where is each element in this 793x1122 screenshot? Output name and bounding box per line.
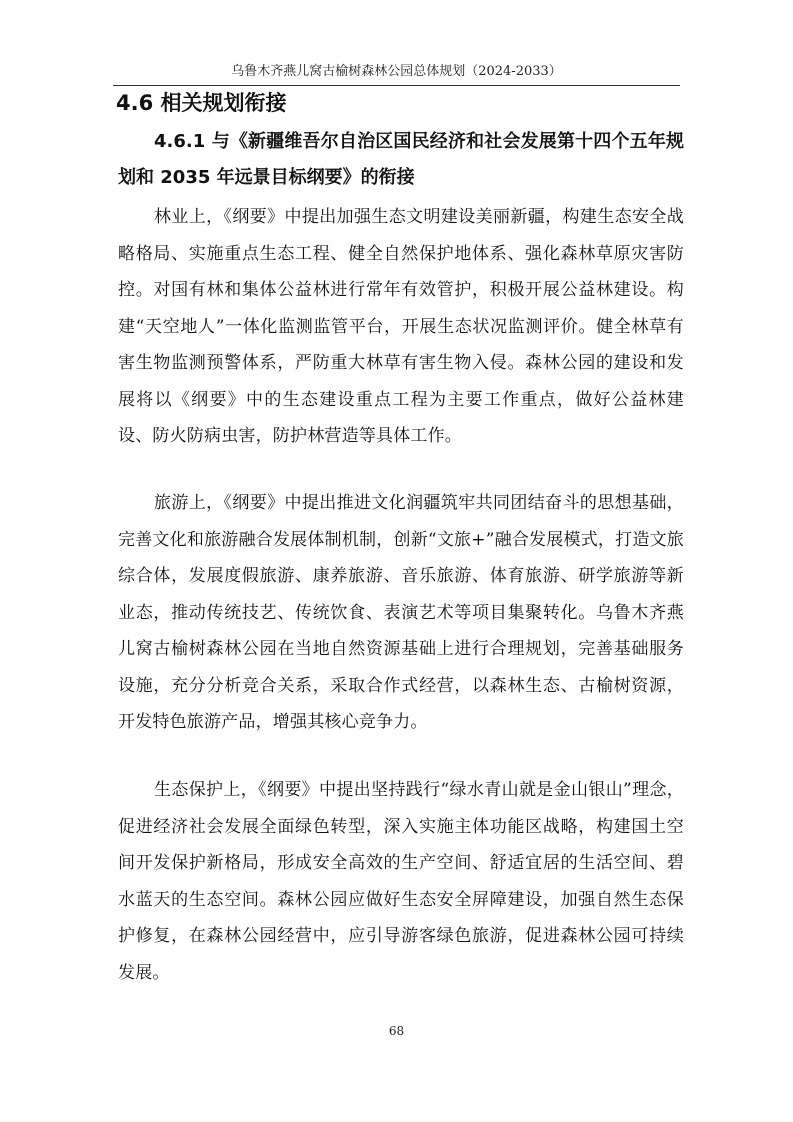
subsection-heading: 4.6.1 与《新疆维吾尔自治区国民经济和社会发展第十四个五年规划和 2035 年远景目标纲要》的衔接 bbox=[118, 131, 684, 188]
paragraph-forestry: 林业上，《纲要》中提出加强生态文明建设美丽新疆，构建生态安全战略格局、实施重点生态工程、健全自然保护地体系、强化森林草原灾害防控。对国有林和集体公益林进行常年有效管护，积极开展公益林建设。构建“天空地人”一体化监测监管平台，开展生态状况监测评价。健全林草有害生物监测预警体系，严防重大林草有害生物入侵。森林公园的建设和发展将以《纲要》中的生态建设重点工程为主要工作重点，做好公益林建设、防火防病虫害，防护林营造等具体工作。 bbox=[118, 207, 684, 446]
page-number: 68 bbox=[388, 1024, 405, 1038]
paragraph-tourism: 旅游上，《纲要》中提出推进文化润疆筑牢共同团结奋斗的思想基础，完善文化和旅游融合发展体制机制，创新“文旅+”融合发展模式，打造文旅综合体，发展度假旅游、康养旅游、音乐旅游、体育旅游、研学旅游等新业态，推动传统技艺、传统饮食、表演艺术等项目集聚转化。乌鲁木齐燕儿窝古榆树森林公园在当地自然资源基础上进行合理规划，完善基础服务设施，充分分析竞合关系，采取合作式经营，以森林生态、古榆树资源，开发特色旅游产品，增强其核心竞争力。 bbox=[118, 493, 684, 732]
running-header: 乌鲁木齐燕儿窝古榆树森林公园总体规划（2024-2033） bbox=[231, 64, 562, 79]
paragraph-ecological-protection: 生态保护上，《纲要》中提出坚持践行“绿水青山就是金山银山”理念，促进经济社会发展全面绿色转型，深入实施主体功能区战略，构建国土空间开发保护新格局，形成安全高效的生产空间、舒适宜居的生活空间、碧水蓝天的生态空间。森林公园应做好生态安全屏障建设，加强自然生态保护修复，在森林公园经营中，应引导游客绿色旅游，促进森林公园可持续发展。 bbox=[118, 780, 684, 983]
section-heading: 4.6 相关规划衔接 bbox=[116, 91, 287, 115]
